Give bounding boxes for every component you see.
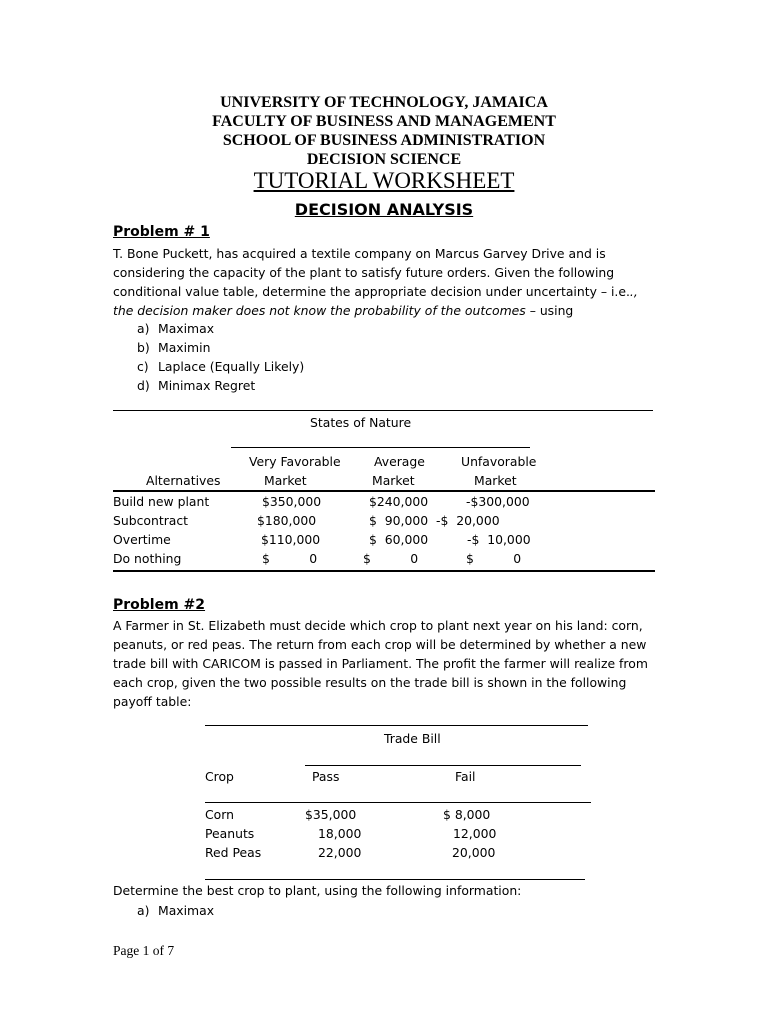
page-subtitle: DECISION ANALYSIS: [294, 200, 474, 219]
group-header-rule: [305, 765, 581, 766]
trade-bill-header: Trade Bill: [384, 731, 441, 746]
table-cell: $180,000: [257, 513, 317, 528]
table-cell: $ 0: [262, 551, 318, 566]
col-alternatives: Alternatives: [146, 473, 221, 488]
table-cell: $350,000: [262, 494, 322, 509]
row-label: Peanuts: [205, 826, 255, 841]
col-average-market: Market: [372, 473, 415, 488]
table-cell: $ 0: [363, 551, 419, 566]
table-cell: 22,000: [318, 845, 362, 860]
header-rule: [113, 490, 655, 492]
row-label: Subcontract: [113, 513, 189, 528]
faculty-name: FACULTY OF BUSINESS AND MANAGEMENT: [212, 113, 556, 130]
list-item: a) Maximax: [137, 903, 215, 918]
col-pass: Pass: [312, 769, 340, 784]
col-average: Average: [374, 454, 425, 469]
table-cell: 20,000: [452, 845, 496, 860]
problem2-heading: Problem #2: [113, 597, 206, 613]
row-label: Overtime: [113, 532, 171, 547]
page-title: TUTORIAL WORKSHEET: [253, 168, 515, 193]
problem1-text: T. Bone Puckett, has acquired a textile company on Marcus Garvey Drive and is considering the capacity of the plant to satisfy future orders. Given the following conditional value table, determine the appropriate decision under uncertainty – i.e.., the decision maker does not know the probability of the outcomes – using: [113, 246, 638, 318]
list-item: a) Maximax: [137, 321, 215, 336]
university-name: UNIVERSITY OF TECHNOLOGY, JAMAICA: [220, 94, 548, 111]
col-fail: Fail: [455, 769, 476, 784]
table-cell: -$ 10,000: [467, 532, 531, 547]
table-cell: $ 0: [466, 551, 522, 566]
row-label: Corn: [205, 807, 234, 822]
table-cell: $ 8,000: [443, 807, 491, 822]
table-cell: 12,000: [453, 826, 497, 841]
row-label: Build new plant: [113, 494, 210, 509]
list-item: c) Laplace (Equally Likely): [137, 359, 305, 374]
table-cell: 18,000: [318, 826, 362, 841]
problem2-text: A Farmer in St. Elizabeth must decide which crop to plant next year on his land: corn, peanuts, or red peas. The return from each crop will be determined by whether a new trade bill with CARICOM is passed in Parliament. The profit the farmer will realize from each crop, given the two possible results on the trade bill is shown in the following payoff table:: [113, 618, 648, 709]
row-label: Red Peas: [205, 845, 262, 860]
col-very-favorable-market: Market: [264, 473, 307, 488]
list-item: d) Minimax Regret: [137, 378, 256, 393]
table-top-rule: [113, 410, 653, 411]
col-crop: Crop: [205, 769, 234, 784]
states-of-nature-header: States of Nature: [310, 415, 412, 430]
table-cell: -$300,000: [466, 494, 530, 509]
table-cell: $240,000: [369, 494, 429, 509]
table-cell: $ 90,000 -$ 20,000: [369, 513, 500, 528]
problem1-italic-text: ., the decision maker does not know the probability of the outcomes: [113, 284, 638, 318]
page-number: Page 1 of 7: [113, 943, 175, 958]
table-cell: $ 60,000: [369, 532, 429, 547]
col-unfavorable-market: Market: [474, 473, 517, 488]
table-top-rule: [205, 725, 588, 726]
row-label: Do nothing: [113, 551, 182, 566]
problem1-options: [137, 319, 304, 395]
list-item: b) Maximin: [137, 340, 211, 355]
table-cell: $35,000: [305, 807, 357, 822]
header-rule: [205, 802, 591, 803]
department-name: DECISION SCIENCE: [306, 151, 462, 168]
col-very-favorable: Very Favorable: [249, 454, 341, 469]
school-name: SCHOOL OF BUSINESS ADMINISTRATION: [222, 132, 546, 149]
problem2-question: Determine the best crop to plant, using the following information:: [113, 883, 522, 898]
table-bottom-rule: [113, 570, 655, 572]
group-header-rule: [231, 447, 530, 448]
problem1-heading: Problem # 1: [113, 224, 210, 240]
table-cell: $110,000: [261, 532, 321, 547]
col-unfavorable: Unfavorable: [461, 454, 537, 469]
table-bottom-rule: [205, 879, 585, 880]
problem2-options: [137, 901, 214, 920]
